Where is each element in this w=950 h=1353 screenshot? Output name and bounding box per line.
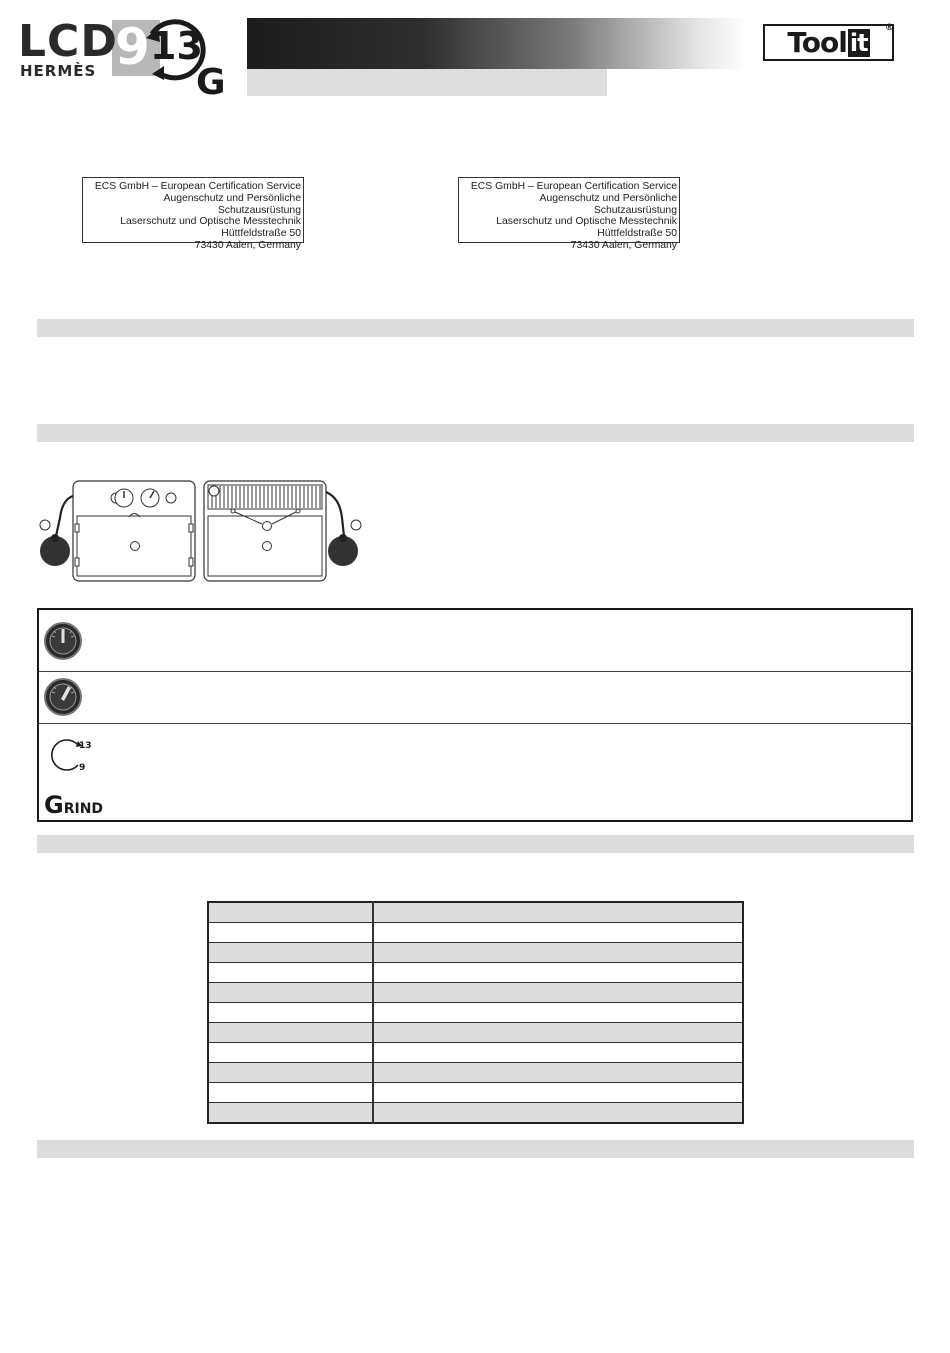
logo-lcd-text: LCD	[18, 16, 118, 67]
knob-face-icon	[46, 624, 80, 658]
table-cell	[373, 1103, 743, 1124]
panel-row-divider	[39, 723, 913, 724]
logo-9-text: 9	[115, 18, 150, 76]
logo-g-text: G	[196, 62, 226, 103]
table-cell	[373, 902, 743, 923]
address-line: ECS GmbH – European Certification Service	[470, 181, 677, 192]
address-line: Augenschutz und Persönliche Schutzausrüstung	[539, 192, 677, 216]
address-line: Laserschutz und Optische Messtechnik	[120, 216, 301, 228]
address-line: 73430 Aalen, Germany	[194, 239, 301, 251]
table-row	[208, 923, 743, 943]
table-row	[208, 1063, 743, 1083]
table-cell	[208, 1103, 373, 1124]
table-row	[208, 943, 743, 963]
table-row	[208, 902, 743, 923]
toolit-logo	[763, 24, 894, 61]
table-cell	[208, 902, 373, 923]
section-bar-3	[37, 835, 914, 853]
logo-13-text: 13	[150, 24, 203, 68]
shade-icon-13-label: 13	[79, 741, 92, 751]
table-row	[208, 983, 743, 1003]
table-cell	[208, 1063, 373, 1083]
table-cell	[208, 963, 373, 983]
specifications-table	[207, 901, 744, 1124]
section-bar-1	[37, 319, 914, 337]
table-cell	[208, 1023, 373, 1043]
table-cell	[208, 943, 373, 963]
panel-row-divider	[39, 671, 913, 672]
table-cell	[373, 1043, 743, 1063]
certification-address-right	[458, 177, 680, 251]
sensitivity-knob-icon	[44, 622, 82, 660]
table-cell	[373, 963, 743, 983]
table-row	[208, 1043, 743, 1063]
knob-face-icon	[46, 680, 80, 714]
table-cell	[373, 1083, 743, 1103]
filter-cartridge-diagram	[36, 478, 366, 584]
table-cell	[373, 1023, 743, 1043]
table-cell	[373, 1063, 743, 1083]
grind-mode-logo	[44, 793, 103, 817]
address-line: Laserschutz und Optische Messtechnik	[496, 216, 677, 228]
certification-address-left	[82, 177, 304, 251]
grind-logo-first-letter: G	[44, 791, 64, 819]
toolit-registered-mark: ®	[885, 23, 893, 33]
logo-hermes-text: HERMÈS	[20, 62, 97, 80]
address-line: Hüttfeldstraße 50	[221, 228, 301, 240]
delay-knob-icon	[44, 678, 82, 716]
table-row	[208, 1103, 743, 1124]
table-cell	[208, 983, 373, 1003]
table-cell	[373, 943, 743, 963]
table-cell	[373, 1003, 743, 1023]
table-row	[208, 1003, 743, 1023]
section-bar-2	[37, 424, 914, 442]
table-row	[208, 1023, 743, 1043]
toolit-logo-tool: Tool	[787, 26, 847, 59]
table-cell	[373, 923, 743, 943]
address-line: 73430 Aalen, Germany	[570, 239, 677, 251]
table-cell	[208, 1043, 373, 1063]
shade-icon-9-label: 9	[79, 763, 86, 773]
address-line: ECS GmbH – European Certification Service	[94, 181, 301, 192]
address-line: Hüttfeldstraße 50	[597, 228, 677, 240]
section-bar-4	[37, 1140, 914, 1158]
table-cell	[208, 923, 373, 943]
table-cell	[208, 1083, 373, 1103]
header-gradient-band	[247, 18, 747, 69]
grind-logo-rest: RIND	[63, 801, 104, 817]
controls-panel	[37, 608, 913, 822]
header-subtitle-bar	[247, 69, 607, 96]
address-line: Augenschutz und Persönliche Schutzausrüstung	[163, 192, 301, 216]
toolit-logo-it: it	[849, 28, 868, 57]
table-row	[208, 1083, 743, 1103]
table-cell	[373, 983, 743, 1003]
table-row	[208, 963, 743, 983]
table-cell	[208, 1003, 373, 1023]
